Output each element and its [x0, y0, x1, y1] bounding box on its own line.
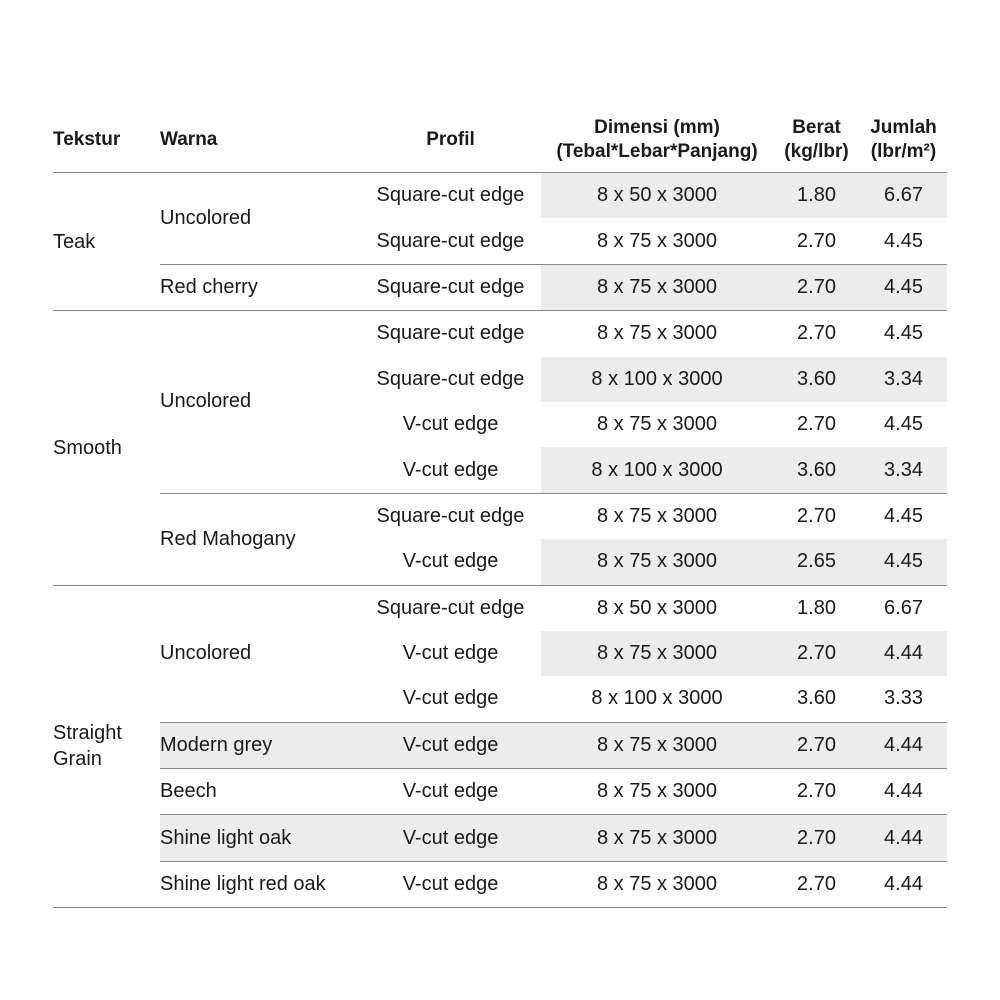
dimensi-cell: 8 x 50 x 3000: [541, 173, 773, 219]
table-row: [53, 311, 947, 357]
dimensi-cell: 8 x 75 x 3000: [541, 722, 773, 768]
tekstur-teak: Teak: [53, 230, 96, 253]
table-row: [53, 861, 947, 907]
berat-cell: 1.80: [773, 585, 860, 631]
warna-straight-grain-uncolored: Uncolored: [160, 585, 360, 722]
berat-cell: 2.65: [773, 539, 860, 585]
profil-cell: Square-cut edge: [376, 367, 525, 390]
dimensi-cell: 8 x 75 x 3000: [541, 631, 773, 676]
header-jumlah-line2: (lbr/m²): [870, 140, 937, 162]
warna-teak-uncolored: Uncolored: [160, 206, 252, 229]
header-berat-line2: (kg/lbr): [784, 140, 849, 162]
warna-shine-light-red-oak: Shine light red oak: [160, 861, 360, 907]
jumlah-cell: 4.45: [860, 311, 947, 357]
jumlah-cell: 4.45: [884, 413, 923, 436]
spec-table: [53, 107, 947, 908]
profil-cell: V-cut edge: [402, 550, 499, 573]
jumlah-cell: 4.44: [860, 815, 947, 861]
profil-cell: V-cut edge: [360, 815, 541, 861]
dimensi-cell: 8 x 75 x 3000: [541, 539, 773, 585]
berat-cell: 2.70: [773, 769, 860, 815]
header-profil: Profil: [360, 107, 541, 173]
jumlah-cell: 4.44: [860, 861, 947, 907]
berat-cell: 2.70: [797, 413, 836, 436]
dimensi-cell: 8 x 75 x 3000: [541, 311, 773, 357]
berat-cell: 2.70: [773, 722, 860, 768]
header-jumlah-line1: Jumlah: [870, 116, 937, 138]
tekstur-straight-grain-line1: Straight: [53, 722, 122, 745]
header-warna: Warna: [160, 107, 360, 173]
berat-cell: 3.60: [773, 357, 860, 402]
dimensi-cell: 8 x 75 x 3000: [541, 769, 773, 815]
dimensi-cell: 8 x 75 x 3000: [541, 264, 773, 310]
profil-cell: V-cut edge: [402, 413, 499, 436]
jumlah-cell: 3.34: [860, 447, 947, 493]
profil-cell: V-cut edge: [402, 687, 499, 710]
profil-cell: Square-cut edge: [360, 311, 541, 357]
tekstur-smooth: Smooth: [53, 311, 160, 585]
berat-cell: 2.70: [773, 264, 860, 310]
header-dimensi-line1: Dimensi (mm): [594, 116, 720, 138]
jumlah-cell: 4.45: [860, 493, 947, 539]
berat-cell: 3.60: [797, 687, 836, 710]
berat-cell: 1.80: [773, 173, 860, 219]
berat-cell: 2.70: [797, 229, 836, 252]
table-row: [53, 815, 947, 861]
berat-cell: 2.70: [773, 861, 860, 907]
table-row: [53, 722, 947, 768]
berat-cell: 2.70: [773, 631, 860, 676]
dimensi-cell: 8 x 75 x 3000: [596, 413, 718, 436]
jumlah-cell: 4.45: [884, 229, 923, 252]
dimensi-cell: 8 x 75 x 3000: [541, 493, 773, 539]
tekstur-straight-grain: [53, 585, 160, 908]
table-row: [53, 264, 947, 310]
profil-cell: V-cut edge: [402, 458, 499, 481]
dimensi-cell: 8 x 100 x 3000: [541, 357, 773, 402]
profil-cell: Square-cut edge: [360, 264, 541, 310]
header-dimensi-line2: (Tebal*Lebar*Panjang): [556, 140, 758, 162]
warna-teak-red-cherry: Red cherry: [160, 264, 360, 310]
warna-beech: Beech: [160, 769, 360, 815]
profil-cell: Square-cut edge: [360, 493, 541, 539]
jumlah-cell: 4.44: [860, 769, 947, 815]
dimensi-cell: 8 x 75 x 3000: [541, 815, 773, 861]
dimensi-cell: 8 x 75 x 3000: [541, 861, 773, 907]
berat-cell: 2.70: [773, 815, 860, 861]
dimensi-cell: 8 x 100 x 3000: [541, 447, 773, 493]
warna-smooth-uncolored: Uncolored: [160, 311, 360, 494]
dimensi-cell: 8 x 50 x 3000: [541, 585, 773, 631]
table-row: [53, 173, 947, 219]
header-row: [53, 107, 947, 173]
jumlah-cell: 4.44: [860, 722, 947, 768]
profil-cell: Square-cut edge: [360, 585, 541, 631]
table-row: [53, 769, 947, 815]
dimensi-cell: 8 x 75 x 3000: [596, 229, 718, 252]
profil-cell: Square-cut edge: [376, 229, 525, 252]
header-berat-line1: Berat: [792, 116, 841, 138]
jumlah-cell: 4.45: [860, 264, 947, 310]
warna-shine-light-oak: Shine light oak: [160, 815, 360, 861]
header-jumlah: [860, 107, 947, 173]
header-berat: [773, 107, 860, 173]
jumlah-cell: 4.44: [860, 631, 947, 676]
header-dimensi: [541, 107, 773, 173]
warna-smooth-red-mahogany: Red Mahogany: [160, 493, 360, 585]
jumlah-cell: 4.45: [860, 539, 947, 585]
profil-cell: V-cut edge: [360, 861, 541, 907]
table-row: [53, 585, 947, 631]
jumlah-cell: 3.34: [860, 357, 947, 402]
profil-cell: Square-cut edge: [376, 184, 525, 207]
profil-cell: V-cut edge: [360, 769, 541, 815]
profil-cell: V-cut edge: [360, 722, 541, 768]
tekstur-straight-grain-line2: Grain: [53, 748, 102, 771]
profil-cell: V-cut edge: [402, 642, 499, 665]
berat-cell: 2.70: [773, 311, 860, 357]
jumlah-cell: 6.67: [860, 173, 947, 219]
jumlah-cell: 3.33: [884, 687, 923, 710]
header-tekstur: Tekstur: [53, 107, 160, 173]
warna-modern-grey: Modern grey: [160, 722, 360, 768]
jumlah-cell: 6.67: [860, 585, 947, 631]
table-row: [53, 493, 947, 539]
berat-cell: 3.60: [773, 447, 860, 493]
berat-cell: 2.70: [773, 493, 860, 539]
dimensi-cell: 8 x 100 x 3000: [591, 687, 723, 710]
